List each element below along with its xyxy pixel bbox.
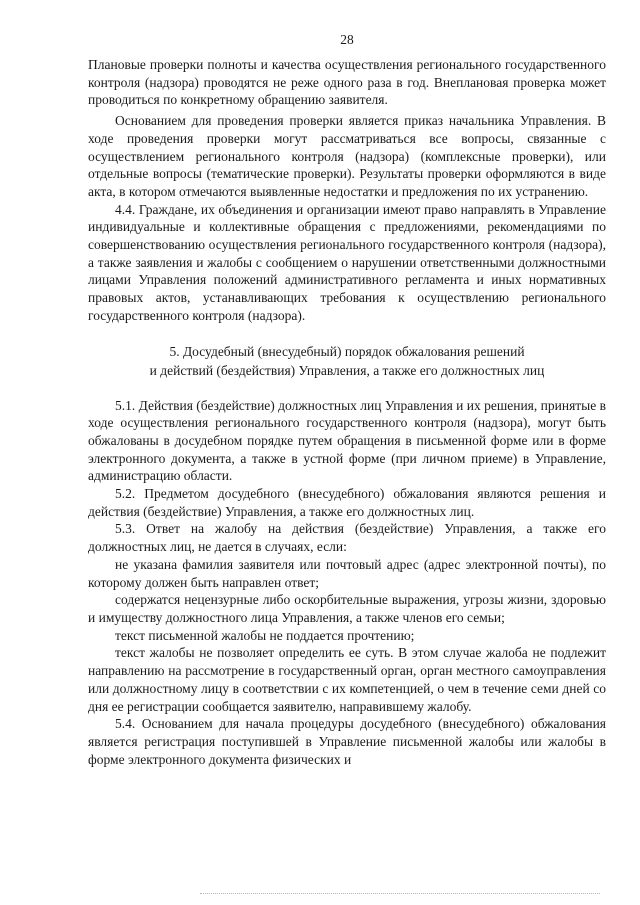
- document-page: [88, 30, 606, 768]
- paragraph-obscene-content: содержатся нецензурные либо оскорбительные выражения, угрозы жизни, здоровью и имуществу должностного лица Управления, а также членов его семьи;: [88, 592, 606, 625]
- paragraph-no-surname: не указана фамилия заявителя или почтовый адрес (адрес электронной почты), по которому должен быть направлен ответ;: [88, 556, 606, 590]
- paragraph-4-4: 4.4. Граждане, их объединения и организации имеют право направлять в Управление индивидуальные и коллективные обращения с предложениями, рекомендациями по совершенствованию осуществления регионального государственного контроля (надзора), а также заявления и жалобы с сообщением о нарушении ответственными должностными лицами Управления положений административного регламента и иных нормативных правовых актов, устанавливающих требования к осуществлению регионального государственного контроля (надзора).: [88, 201, 606, 323]
- page-number: 28: [340, 32, 354, 47]
- paragraph-5-3: 5.3. Ответ на жалобу на действия (бездействие) Управления, а также его должностных лиц, не дается в случаях, если:: [88, 521, 606, 555]
- paragraph-undefined-essence: текст жалобы не позволяет определить ее суть. В этом случае жалоба не подлежит направлению на рассмотрение в государственный орган, орган местного самоуправления или должностному лицу в соответствии с их компетенцией, о чем в течение семи дней со дня ее регистрации сообщается заявителю, направившему жалобу.: [88, 645, 606, 714]
- scan-artifact-line: [200, 893, 600, 896]
- section-heading-5: [88, 342, 606, 380]
- section-heading-line-1: 5. Досудебный (внесудебный) порядок обжалования решений: [169, 343, 525, 359]
- paragraph-planned-inspections: Плановые проверки полноты и качества осуществления регионального государственного контроля (надзора) проводятся не реже одного раза в год. Внеплановая проверка может проводиться по конкретному обращению заявителя.: [88, 57, 606, 108]
- paragraph-5-2: 5.2. Предметом досудебного (внесудебного) обжалования являются решения и действия (бездействие) Управления, а также его должностных лиц.: [88, 486, 606, 519]
- section-heading-line-2: и действий (бездействия) Управления, а также его должностных лиц: [149, 362, 545, 378]
- paragraph-5-4: 5.4. Основанием для начала процедуры досудебного (внесудебного) обжалования является регистрация поступившей в Управление письменной жалобы или жалобы в форме электронного документа физических и: [88, 716, 606, 767]
- paragraph-unreadable: текст письменной жалобы не поддается прочтению;: [115, 627, 415, 643]
- paragraph-5-1: 5.1. Действия (бездействие) должностных лиц Управления и их решения, принятые в ходе осуществления регионального государственного контроля (надзора), могут быть обжалованы в досудебном порядке путем обращения в письменной форме или в форме электронного документа, а также в устной форме (при личном приеме) в Управление, администрацию области.: [88, 397, 606, 484]
- paragraph-inspection-basis: Основанием для проведения проверки является приказ начальника Управления. В ходе проведения проверки могут рассматриваться все вопросы, связанные с осуществлением регионального контроля (надзора) (комплексные проверки), или отдельные вопросы (тематические проверки). Результаты проверки оформляются в виде акта, в котором отмечаются выявленные недостатки и предложения по их устранению.: [88, 113, 606, 199]
